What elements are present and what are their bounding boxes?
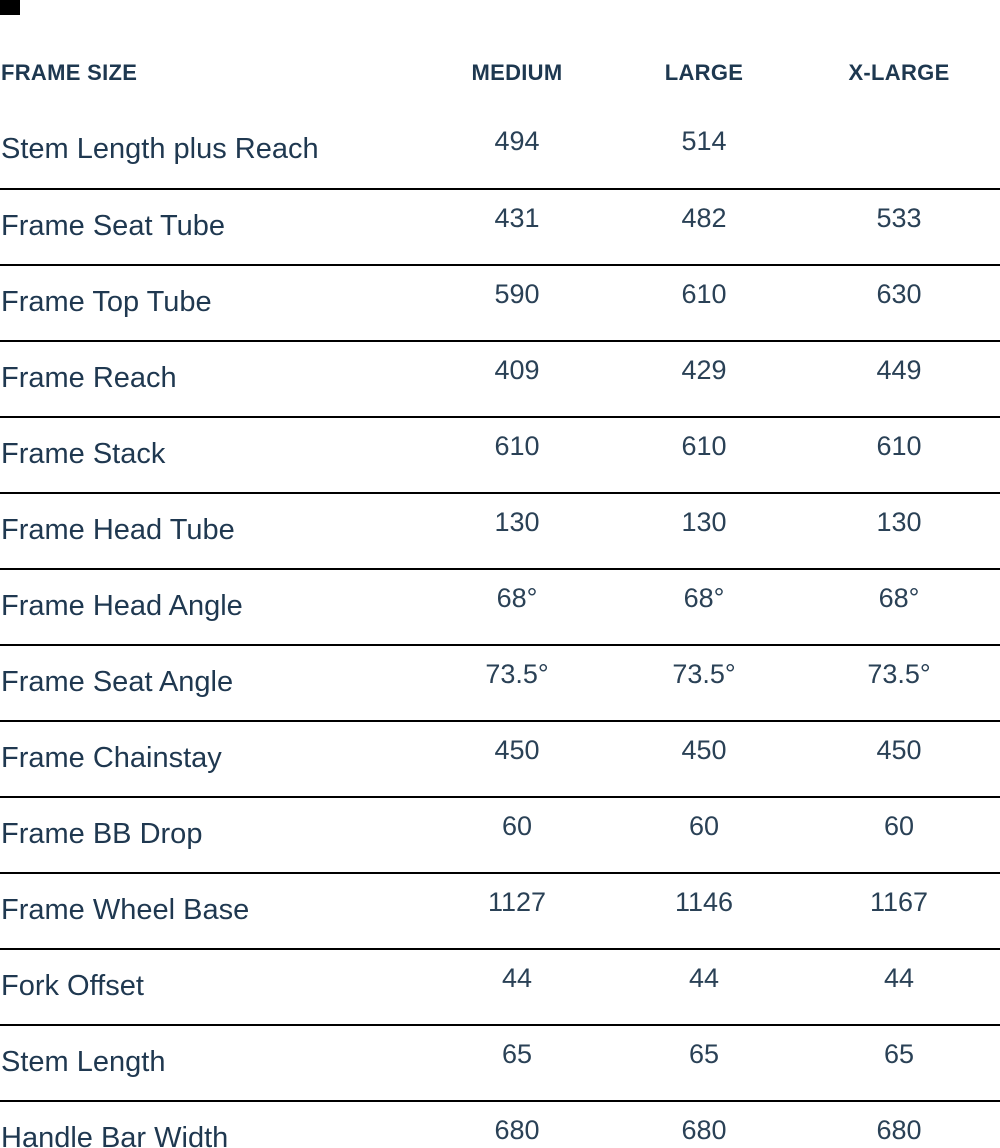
table-row xyxy=(0,949,1000,1025)
cell-value: 65 xyxy=(610,1025,798,1101)
row-label: Frame Chainstay xyxy=(0,721,424,797)
cell-value: 409 xyxy=(424,341,610,417)
cell-value xyxy=(798,113,1000,189)
cell-value: 73.5° xyxy=(424,645,610,721)
cell-value: 680 xyxy=(424,1101,610,1148)
cell-value: 1127 xyxy=(424,873,610,949)
row-label: Handle Bar Width xyxy=(0,1101,424,1148)
cell-value: 60 xyxy=(798,797,1000,873)
column-header-frame-size: FRAME SIZE xyxy=(1,60,138,85)
table-row xyxy=(0,645,1000,721)
cell-value: 590 xyxy=(424,265,610,341)
column-header-large: LARGE xyxy=(664,60,744,85)
cell-value: 514 xyxy=(610,113,798,189)
cell-value: 680 xyxy=(798,1101,1000,1148)
table-row xyxy=(0,189,1000,265)
cell-value: 450 xyxy=(424,721,610,797)
table-row xyxy=(0,493,1000,569)
table-row xyxy=(0,417,1000,493)
cell-value: 1167 xyxy=(798,873,1000,949)
cell-value: 44 xyxy=(798,949,1000,1025)
cell-value: 44 xyxy=(424,949,610,1025)
cell-value: 65 xyxy=(798,1025,1000,1101)
row-label: Frame Seat Angle xyxy=(0,645,424,721)
row-label: Frame Head Angle xyxy=(0,569,424,645)
row-label: Frame BB Drop xyxy=(0,797,424,873)
table-header-row xyxy=(0,50,1000,113)
cell-value: 73.5° xyxy=(798,645,1000,721)
cell-value: 68° xyxy=(610,569,798,645)
cell-value: 680 xyxy=(610,1101,798,1148)
table-row xyxy=(0,1101,1000,1148)
row-label: Stem Length plus Reach xyxy=(0,113,424,189)
cell-value: 610 xyxy=(798,417,1000,493)
cell-value: 450 xyxy=(798,721,1000,797)
geometry-table xyxy=(0,50,1000,1148)
row-label: Stem Length xyxy=(0,1025,424,1101)
cell-value: 450 xyxy=(610,721,798,797)
table-row xyxy=(0,721,1000,797)
row-label: Frame Head Tube xyxy=(0,493,424,569)
cell-value: 533 xyxy=(798,189,1000,265)
row-label: Fork Offset xyxy=(0,949,424,1025)
cell-value: 65 xyxy=(424,1025,610,1101)
table-row xyxy=(0,569,1000,645)
cell-value: 73.5° xyxy=(610,645,798,721)
cell-value: 68° xyxy=(798,569,1000,645)
row-label: Frame Stack xyxy=(0,417,424,493)
column-header-medium: MEDIUM xyxy=(471,60,563,85)
table-row xyxy=(0,265,1000,341)
column-header-x-large: X-LARGE xyxy=(848,60,950,85)
cell-value: 1146 xyxy=(610,873,798,949)
cell-value: 431 xyxy=(424,189,610,265)
table-row xyxy=(0,1025,1000,1101)
row-label: Frame Seat Tube xyxy=(0,189,424,265)
cell-value: 630 xyxy=(798,265,1000,341)
cell-value: 130 xyxy=(798,493,1000,569)
cell-value: 610 xyxy=(610,417,798,493)
cell-value: 429 xyxy=(610,341,798,417)
row-label: Frame Wheel Base xyxy=(0,873,424,949)
table-row xyxy=(0,873,1000,949)
row-label: Frame Reach xyxy=(0,341,424,417)
cell-value: 130 xyxy=(424,493,610,569)
cell-value: 494 xyxy=(424,113,610,189)
cell-value: 60 xyxy=(610,797,798,873)
cell-value: 130 xyxy=(610,493,798,569)
cell-value: 60 xyxy=(424,797,610,873)
table-row xyxy=(0,341,1000,417)
cell-value: 482 xyxy=(610,189,798,265)
cell-value: 449 xyxy=(798,341,1000,417)
cell-value: 610 xyxy=(610,265,798,341)
cell-value: 68° xyxy=(424,569,610,645)
cell-value: 610 xyxy=(424,417,610,493)
row-label: Frame Top Tube xyxy=(0,265,424,341)
table-row xyxy=(0,113,1000,189)
black-corner-marker xyxy=(0,0,20,15)
table-row xyxy=(0,797,1000,873)
cell-value: 44 xyxy=(610,949,798,1025)
